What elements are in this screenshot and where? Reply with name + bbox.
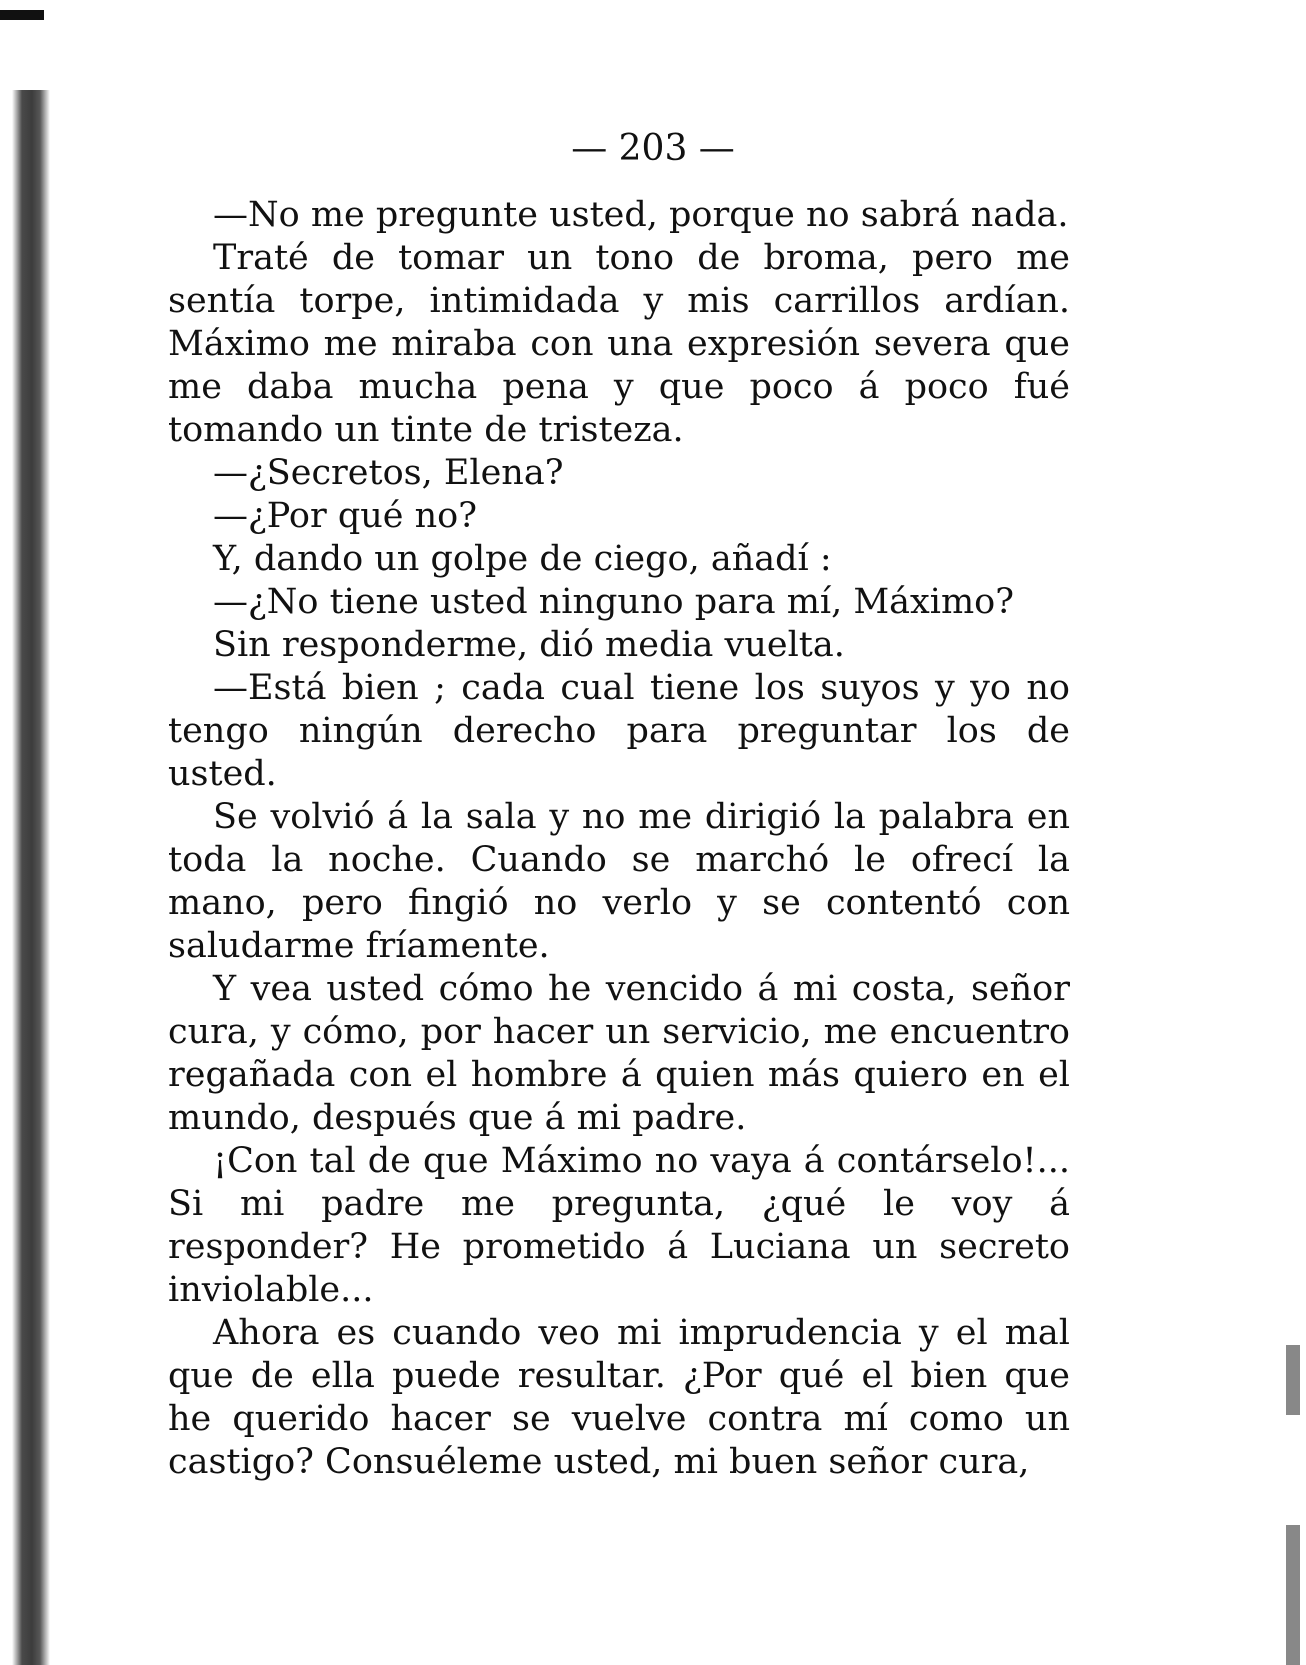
body-text — [168, 194, 1070, 1484]
paragraph: Se volvió á la sala y no me dirigió la palabra en toda la noche. Cuando se marchó le ofrecí la mano, pero fingió no verlo y se contentó con saludarme fríamente. — [168, 797, 1070, 966]
paragraph: ¡Con tal de que Máximo no vaya á contárselo!... Si mi padre me pregunta, ¿qué le voy á responder? He prometido á Luciana un secreto inviolable... — [168, 1141, 1070, 1310]
paragraph: Traté de tomar un tono de broma, pero me sentía torpe, intimidada y mis carrillos ardían. Máximo me miraba con una expresión severa que me daba mucha pena y que poco á poco fué tomando un tinte de tristeza. — [168, 238, 1070, 450]
binding-mark — [0, 10, 44, 20]
paragraph: Y, dando un golpe de ciego, añadí : — [213, 539, 832, 579]
binding-edge — [0, 90, 50, 1665]
paragraph: —¿Por qué no? — [213, 496, 477, 536]
paragraph: —¿Secretos, Elena? — [213, 453, 564, 493]
paragraph: Y vea usted cómo he vencido á mi costa, señor cura, y cómo, por hacer un servicio, me encuentro regañada con el hombre á quien más quiero en el mundo, después que á mi padre. — [168, 969, 1070, 1138]
paragraph: —No me pregunte usted, porque no sabrá nada. — [213, 195, 1069, 235]
paragraph: —¿No tiene usted ninguno para mí, Máximo? — [213, 582, 1015, 622]
paragraph: Sin responderme, dió media vuelta. — [213, 625, 845, 665]
paragraph: Ahora es cuando veo mi imprudencia y el mal que de ella puede resultar. ¿Por qué el bien que he querido hacer se vuelve contra mí como un castigo? Consuéleme usted, mi buen señor cura, — [168, 1313, 1070, 1482]
page-number: — 203 — — [571, 128, 735, 169]
scan-speck — [1286, 1345, 1300, 1415]
paragraph: —Está bien ; cada cual tiene los suyos y yo no tengo ningún derecho para preguntar los de usted. — [168, 668, 1070, 794]
scan-speck — [1286, 1525, 1300, 1665]
